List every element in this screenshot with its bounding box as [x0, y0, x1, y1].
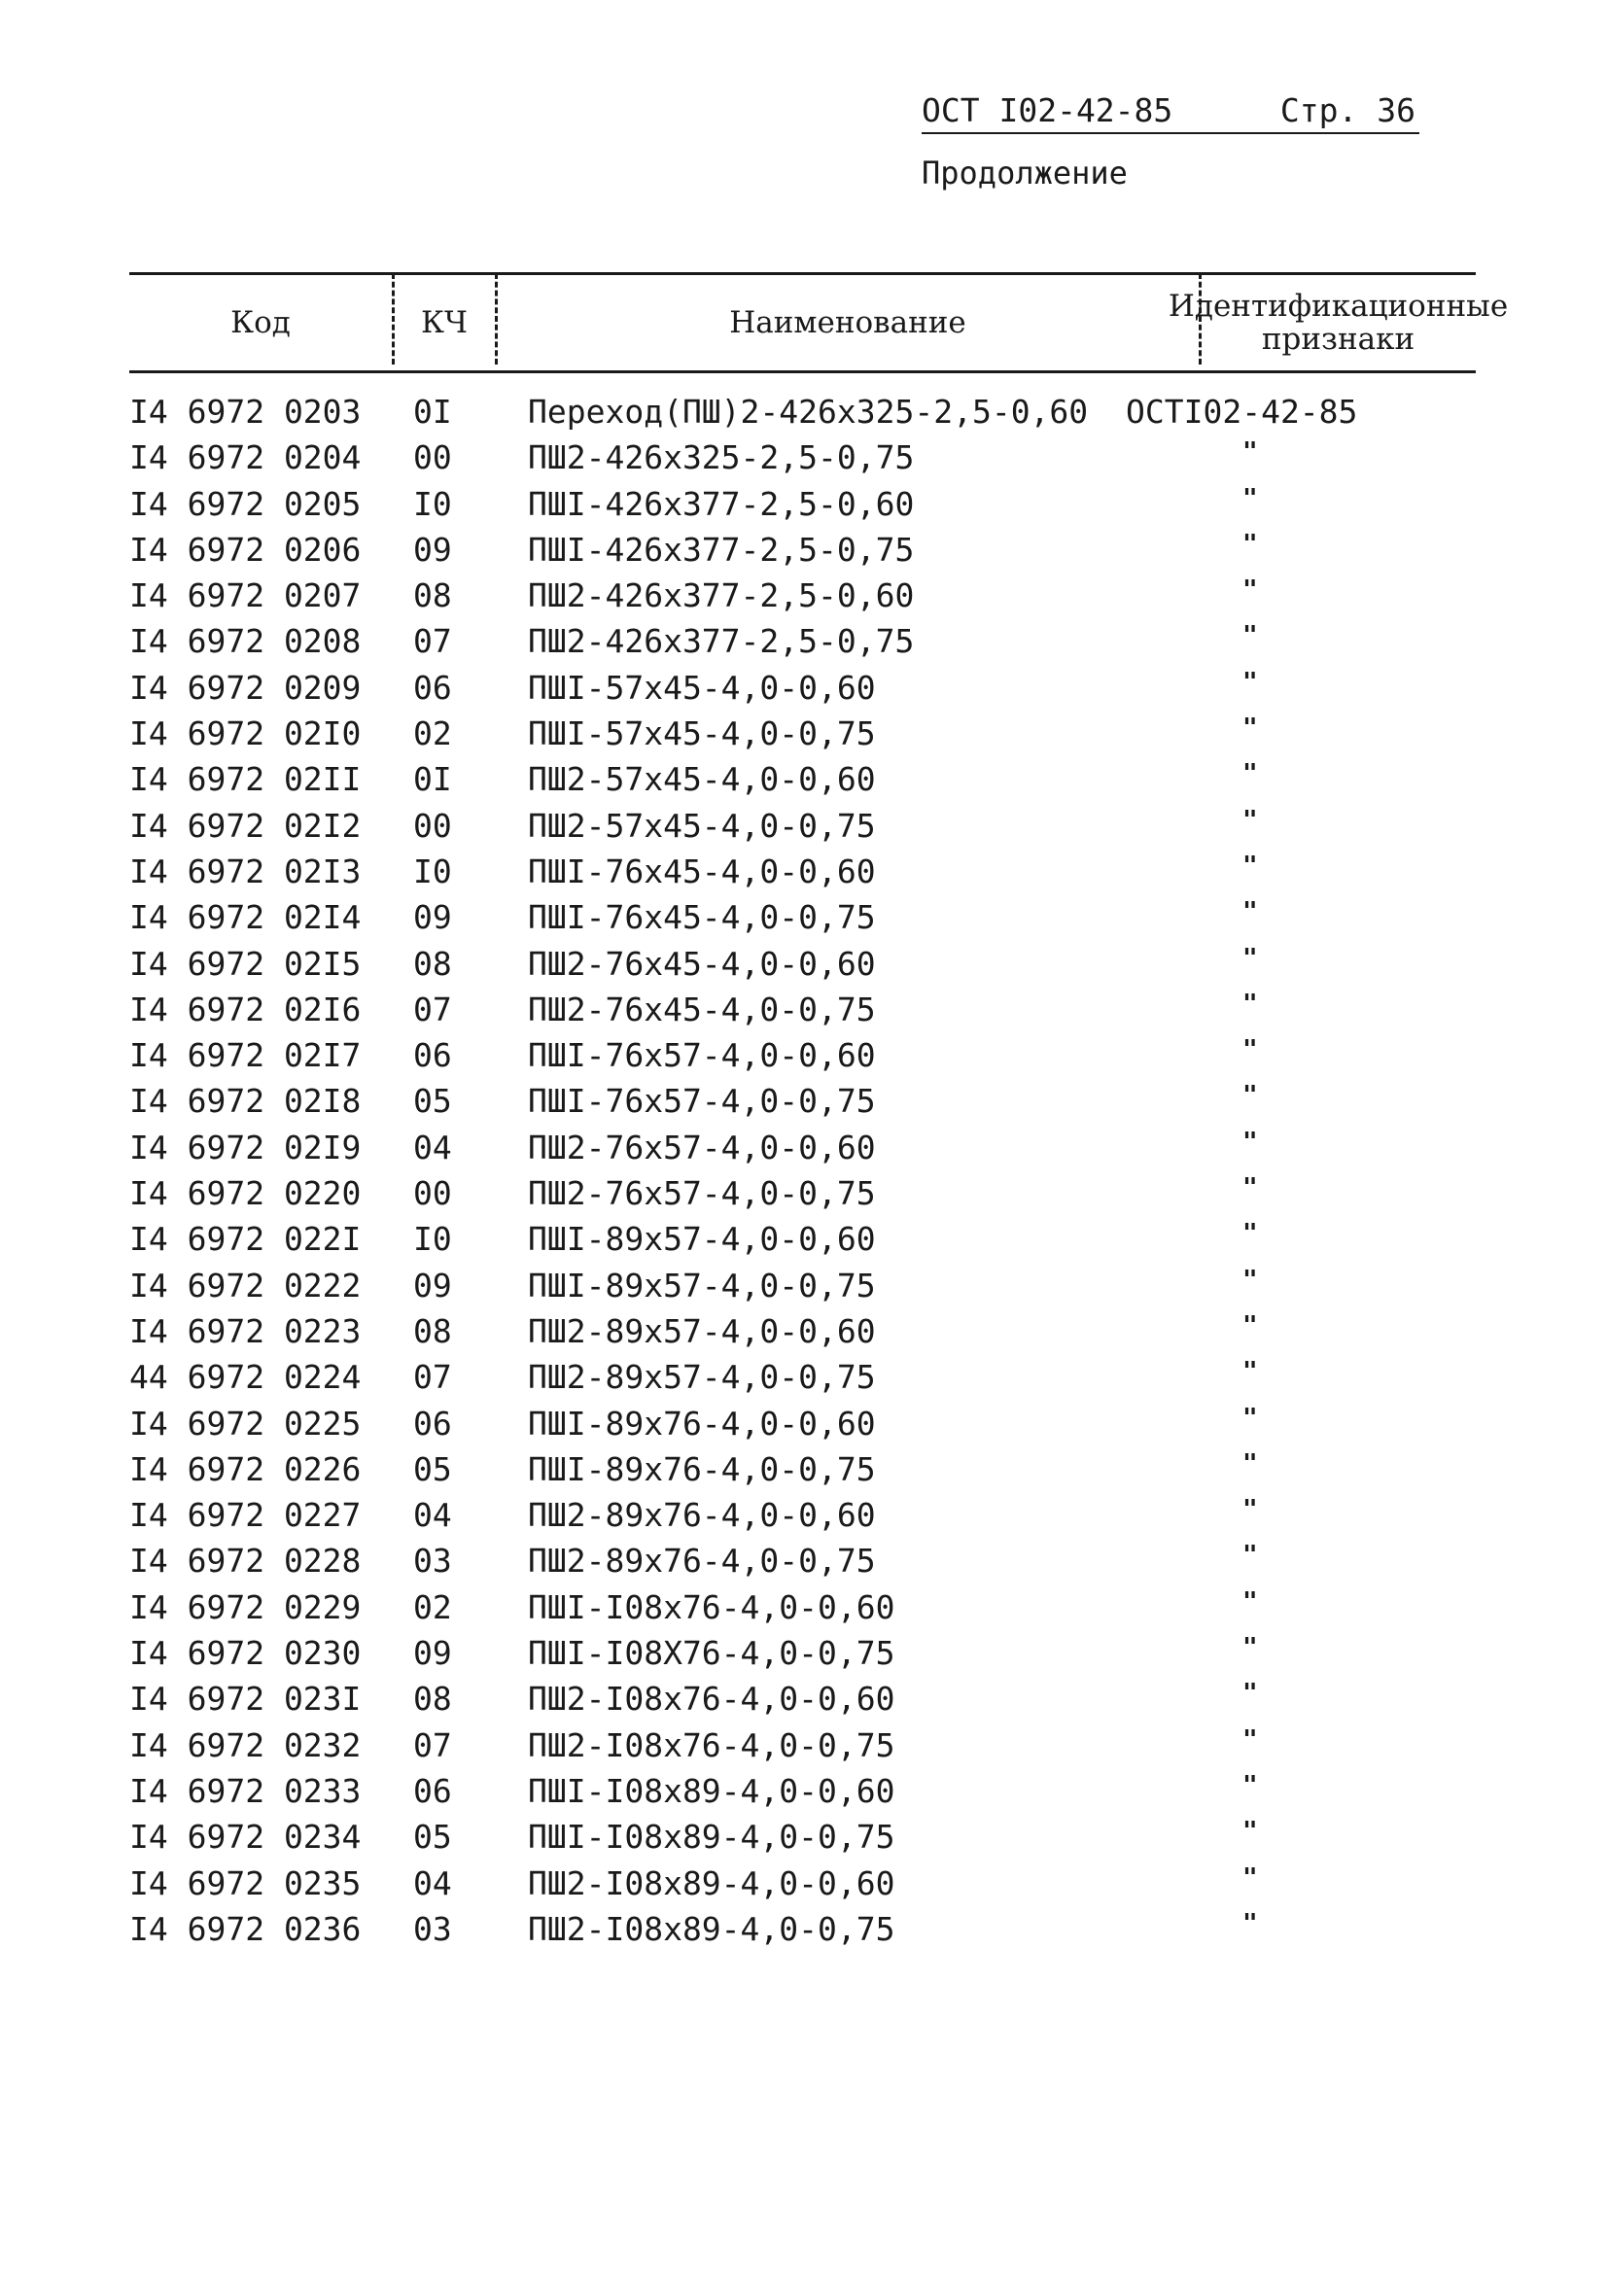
cell-code: I4 6972 0226 [129, 1449, 362, 1488]
table-row [0, 1722, 1607, 1768]
cell-name: ПШI-57x45-4,0-0,75 [528, 714, 876, 753]
cell-code: I4 6972 0223 [129, 1311, 362, 1350]
table-row [0, 1354, 1607, 1400]
cell-code: I4 6972 0234 [129, 1818, 362, 1857]
cell-name: ПШ2-I08x76-4,0-0,60 [528, 1680, 895, 1719]
cell-name: ПШI-426x377-2,5-0,75 [528, 530, 915, 569]
table-row [0, 894, 1607, 940]
table-row [0, 1492, 1607, 1538]
table-row [0, 1401, 1607, 1446]
table-row [0, 573, 1607, 618]
cell-code: I4 6972 0233 [129, 1771, 362, 1810]
cell-ident-ditto: " [1242, 1173, 1258, 1203]
cell-ident-ditto: " [1242, 1448, 1258, 1478]
cell-name: ПШ2-76x45-4,0-0,60 [528, 944, 876, 983]
cell-code: I4 6972 02I3 [129, 852, 362, 890]
cell-name: ПШ2-I08x76-4,0-0,75 [528, 1725, 895, 1764]
cell-code: I4 6972 02I2 [129, 806, 362, 845]
cell-kch: 03 [413, 1909, 452, 1948]
cell-ident-ditto: " [1242, 1586, 1258, 1617]
cell-kch: 05 [413, 1818, 452, 1857]
cell-kch: 06 [413, 1404, 452, 1443]
cell-kch: 09 [413, 1634, 452, 1673]
table-row [0, 481, 1607, 527]
cell-name: ПШI-89x57-4,0-0,60 [528, 1220, 876, 1259]
cell-kch: 07 [413, 990, 452, 1028]
cell-kch: 0I [413, 393, 452, 431]
table-row [0, 1125, 1607, 1170]
cell-name: ПШ2-I08x89-4,0-0,60 [528, 1863, 895, 1902]
cell-name: ПШ2-57x45-4,0-0,75 [528, 806, 876, 845]
cell-ident-ditto: " [1242, 1357, 1258, 1387]
document-reference [922, 89, 1419, 134]
cell-code: I4 6972 0235 [129, 1863, 362, 1902]
cell-name: ПШ2-426x325-2,5-0,75 [528, 438, 915, 477]
table-body [0, 389, 1607, 1952]
table-row [0, 1861, 1607, 1906]
cell-ident-ditto: " [1242, 1127, 1258, 1157]
cell-name: ПШ2-I08x89-4,0-0,75 [528, 1909, 895, 1948]
cell-name: ПШI-76x57-4,0-0,75 [528, 1082, 876, 1121]
cell-name: ПШI-89x76-4,0-0,60 [528, 1404, 876, 1443]
cell-ident-ditto: " [1242, 1035, 1258, 1065]
cell-kch: 06 [413, 1771, 452, 1810]
cell-kch: 07 [413, 1358, 452, 1397]
cell-ident-ditto: " [1242, 1908, 1258, 1938]
column-header-name: Наименование [729, 305, 966, 340]
cell-ident-ditto: " [1242, 1817, 1258, 1847]
cell-code: I4 6972 0232 [129, 1725, 362, 1764]
cell-kch: 08 [413, 1680, 452, 1719]
cell-name: ПШI-426x377-2,5-0,60 [528, 484, 915, 523]
cell-kch: 08 [413, 576, 452, 615]
cell-name: ПШI-I08x89-4,0-0,60 [528, 1771, 895, 1810]
table-row [0, 1446, 1607, 1492]
table-row [0, 1906, 1607, 1952]
cell-code: I4 6972 0209 [129, 668, 362, 707]
cell-code: I4 6972 0207 [129, 576, 362, 615]
cell-ident-ditto: " [1242, 621, 1258, 651]
cell-name: ПШ2-426x377-2,5-0,75 [528, 622, 915, 661]
cell-kch: 06 [413, 1036, 452, 1075]
cell-name: ПШI-I08x89-4,0-0,75 [528, 1818, 895, 1857]
cell-code: I4 6972 02I4 [129, 898, 362, 937]
cell-name: ПШI-I08X76-4,0-0,75 [528, 1634, 895, 1673]
cell-name: ПШ2-57x45-4,0-0,60 [528, 760, 876, 799]
page-number: Стр. 36 [1279, 91, 1415, 129]
cell-ident-ditto: " [1242, 1265, 1258, 1295]
cell-ident-ditto: " [1242, 1679, 1258, 1709]
cell-code: I4 6972 0204 [129, 438, 362, 477]
cell-code: I4 6972 02I9 [129, 1128, 362, 1166]
cell-name: ПШ2-76x57-4,0-0,60 [528, 1128, 876, 1166]
cell-kch: 04 [413, 1863, 452, 1902]
cell-kch: 03 [413, 1542, 452, 1581]
cell-code: I4 6972 02I8 [129, 1082, 362, 1121]
cell-kch: 08 [413, 944, 452, 983]
cell-kch: 02 [413, 1587, 452, 1626]
cell-ident-ditto: " [1242, 943, 1258, 973]
continuation-label: Продолжение [922, 155, 1128, 191]
cell-ident-ditto: " [1242, 989, 1258, 1019]
cell-ident-ditto: " [1242, 667, 1258, 697]
table-row [0, 756, 1607, 802]
cell-code: I4 6972 0222 [129, 1266, 362, 1305]
cell-ident-ditto: " [1242, 483, 1258, 513]
cell-ident-ditto: " [1242, 575, 1258, 606]
cell-code: I4 6972 02II [129, 760, 362, 799]
cell-kch: 09 [413, 898, 452, 937]
cell-name: ПШI-76x45-4,0-0,60 [528, 852, 876, 890]
cell-ident-ditto: " [1242, 1310, 1258, 1340]
cell-name: ПШ2-89x76-4,0-0,75 [528, 1542, 876, 1581]
cell-code: 44 6972 0224 [129, 1358, 362, 1397]
cell-kch: 0I [413, 760, 452, 799]
cell-code: I4 6972 0208 [129, 622, 362, 661]
cell-code: I4 6972 0206 [129, 530, 362, 569]
cell-ident-ditto: " [1242, 1403, 1258, 1433]
cell-ident-ditto: " [1242, 1541, 1258, 1571]
table-row [0, 1630, 1607, 1676]
cell-name: ПШI-76x57-4,0-0,60 [528, 1036, 876, 1075]
cell-code: I4 6972 023I [129, 1680, 362, 1719]
table-row [0, 1170, 1607, 1216]
table-row [0, 849, 1607, 894]
table-row [0, 527, 1607, 573]
cell-ident: ОСТI02-42-85 [1126, 393, 1358, 431]
cell-code: I4 6972 02I0 [129, 714, 362, 753]
cell-ident-ditto: " [1242, 805, 1258, 835]
cell-kch: 04 [413, 1128, 452, 1166]
cell-kch: 00 [413, 438, 452, 477]
column-header-ident [1168, 275, 1509, 370]
column-header-kch: КЧ [421, 305, 468, 340]
cell-ident-ditto: " [1242, 1081, 1258, 1111]
cell-code: I4 6972 0229 [129, 1587, 362, 1626]
document-code: ОСТ I02-42-85 [922, 91, 1173, 129]
table-row [0, 389, 1607, 435]
cell-code: I4 6972 0225 [129, 1404, 362, 1443]
cell-kch: 07 [413, 1725, 452, 1764]
cell-ident-ditto: " [1242, 759, 1258, 789]
cell-name: ПШ2-76x57-4,0-0,75 [528, 1174, 876, 1213]
cell-kch: 05 [413, 1082, 452, 1121]
cell-kch: 06 [413, 668, 452, 707]
table-row [0, 1814, 1607, 1860]
cell-code: I4 6972 02I5 [129, 944, 362, 983]
table-row [0, 1032, 1607, 1078]
cell-ident-ditto: " [1242, 1495, 1258, 1525]
cell-name: ПШI-76x45-4,0-0,75 [528, 898, 876, 937]
cell-ident-ditto: " [1242, 1633, 1258, 1663]
column-header-ident-line2: признаки [1261, 322, 1415, 357]
table-row [0, 1676, 1607, 1722]
table-row [0, 711, 1607, 756]
column-header-ident-line1: Идентификационные [1168, 289, 1509, 324]
table-row [0, 665, 1607, 711]
cell-code: I4 6972 0220 [129, 1174, 362, 1213]
cell-code: I4 6972 022I [129, 1220, 362, 1259]
cell-ident-ditto: " [1242, 437, 1258, 468]
cell-kch: 05 [413, 1449, 452, 1488]
table-row [0, 987, 1607, 1032]
cell-kch: 09 [413, 1266, 452, 1305]
table-row [0, 1538, 1607, 1583]
cell-ident-ditto: " [1242, 1724, 1258, 1755]
cell-kch: 02 [413, 714, 452, 753]
cell-ident-ditto: " [1242, 1770, 1258, 1800]
cell-name: ПШ2-89x76-4,0-0,60 [528, 1496, 876, 1535]
cell-code: I4 6972 0227 [129, 1496, 362, 1535]
column-header-code: Код [230, 305, 291, 340]
table-row [0, 1768, 1607, 1814]
table-header [129, 272, 1509, 373]
cell-name: ПШI-I08x76-4,0-0,60 [528, 1587, 895, 1626]
cell-ident-ditto: " [1242, 1862, 1258, 1893]
cell-kch: 07 [413, 622, 452, 661]
cell-ident-ditto: " [1242, 897, 1258, 927]
table-row [0, 1308, 1607, 1354]
cell-kch: I0 [413, 1220, 452, 1259]
table-row [0, 435, 1607, 480]
cell-code: I4 6972 02I7 [129, 1036, 362, 1075]
cell-name: ПШ2-89x57-4,0-0,60 [528, 1311, 876, 1350]
cell-name: ПШ2-426x377-2,5-0,60 [528, 576, 915, 615]
cell-code: I4 6972 0236 [129, 1909, 362, 1948]
cell-kch: 00 [413, 806, 452, 845]
cell-kch: I0 [413, 852, 452, 890]
cell-code: I4 6972 0203 [129, 393, 362, 431]
table-row [0, 1216, 1607, 1262]
cell-ident-ditto: " [1242, 713, 1258, 744]
table-row [0, 803, 1607, 849]
table-row [0, 1263, 1607, 1308]
cell-kch: 09 [413, 530, 452, 569]
cell-code: I4 6972 0205 [129, 484, 362, 523]
cell-code: I4 6972 02I6 [129, 990, 362, 1028]
cell-code: I4 6972 0228 [129, 1542, 362, 1581]
cell-name: ПШ2-76x45-4,0-0,75 [528, 990, 876, 1028]
table-row [0, 1584, 1607, 1630]
cell-name: Переход(ПШ)2-426x325-2,5-0,60 [528, 393, 1089, 431]
cell-code: I4 6972 0230 [129, 1634, 362, 1673]
cell-kch: I0 [413, 484, 452, 523]
table-row [0, 941, 1607, 987]
cell-ident-ditto: " [1242, 529, 1258, 559]
table-row [0, 1078, 1607, 1124]
cell-name: ПШ2-89x57-4,0-0,75 [528, 1358, 876, 1397]
table-row [0, 618, 1607, 664]
cell-kch: 04 [413, 1496, 452, 1535]
cell-name: ПШI-57x45-4,0-0,60 [528, 668, 876, 707]
cell-ident-ditto: " [1242, 1219, 1258, 1249]
cell-ident-ditto: " [1242, 851, 1258, 881]
cell-kch: 00 [413, 1174, 452, 1213]
cell-name: ПШI-89x57-4,0-0,75 [528, 1266, 876, 1305]
cell-name: ПШI-89x76-4,0-0,75 [528, 1449, 876, 1488]
cell-kch: 08 [413, 1311, 452, 1350]
